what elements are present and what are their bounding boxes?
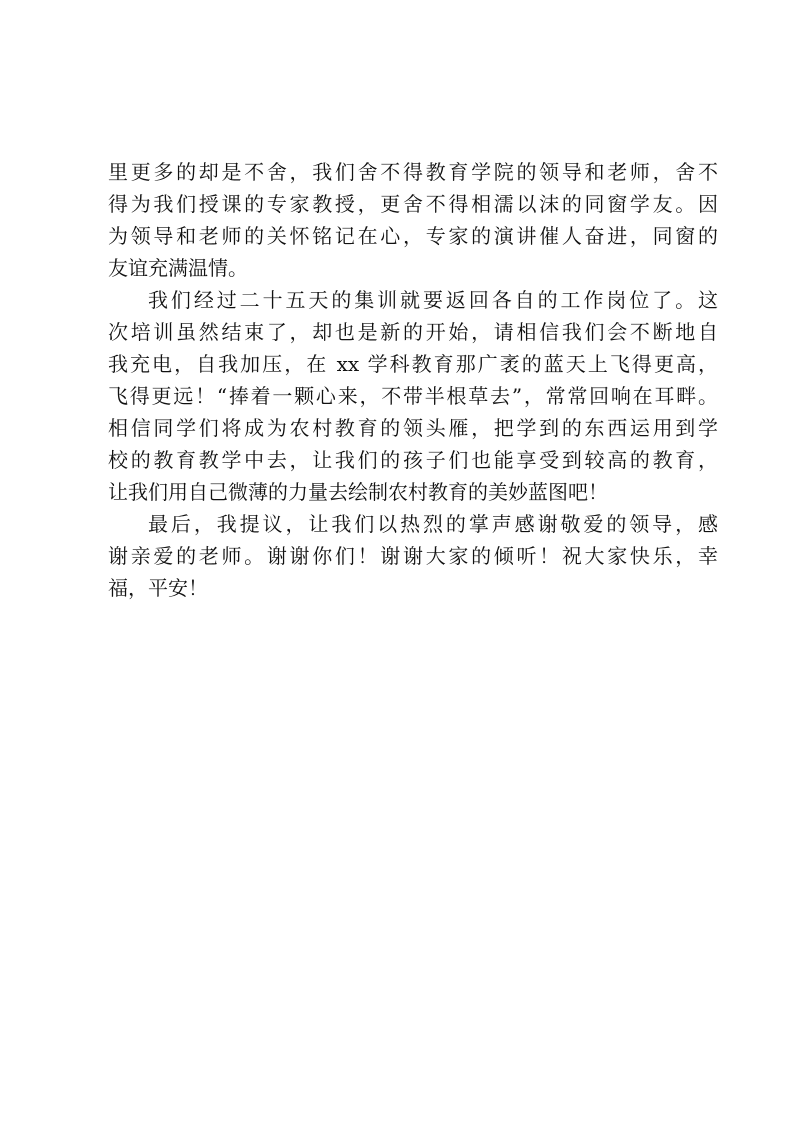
paragraph-1 — [108, 156, 718, 284]
document-body — [108, 156, 718, 604]
text-line: 谢亲爱的老师。谢谢你们！谢谢大家的倾听！祝大家快乐，幸 — [108, 544, 718, 568]
text-line: 得为我们授课的专家教授，更舍不得相濡以沫的同窗学友。因 — [108, 192, 718, 216]
text-line: 校的教育教学中去，让我们的孩子们也能享受到较高的教育， — [108, 448, 718, 472]
text-line: 里更多的却是不舍，我们舍不得教育学院的领导和老师，舍不 — [108, 160, 718, 184]
text-line: 友谊充满温情。 — [108, 256, 248, 280]
text-line: 飞得更远！“捧着一颗心来，不带半根草去”，常常回响在耳畔。 — [108, 384, 718, 408]
paragraph-2 — [108, 284, 718, 508]
text-line: 相信同学们将成为农村教育的领头雁，把学到的东西运用到学 — [108, 416, 718, 440]
text-line: 次培训虽然结束了，却也是新的开始，请相信我们会不断地自 — [108, 320, 718, 344]
text-line: 我们经过二十五天的集训就要返回各自的工作岗位了。这 — [148, 288, 718, 312]
text-line: 最后，我提议，让我们以热烈的掌声感谢敬爱的领导，感 — [148, 512, 718, 536]
text-line: 为领导和老师的关怀铭记在心，专家的演讲催人奋进，同窗的 — [108, 224, 718, 248]
text-line: 让我们用自己微薄的力量去绘制农村教育的美妙蓝图吧！ — [108, 480, 608, 504]
paragraph-3 — [108, 508, 718, 604]
text-line: 福，平安！ — [108, 576, 208, 600]
text-line: 我充电，自我加压，在 xx 学科教育那广袤的蓝天上飞得更高， — [108, 352, 718, 376]
